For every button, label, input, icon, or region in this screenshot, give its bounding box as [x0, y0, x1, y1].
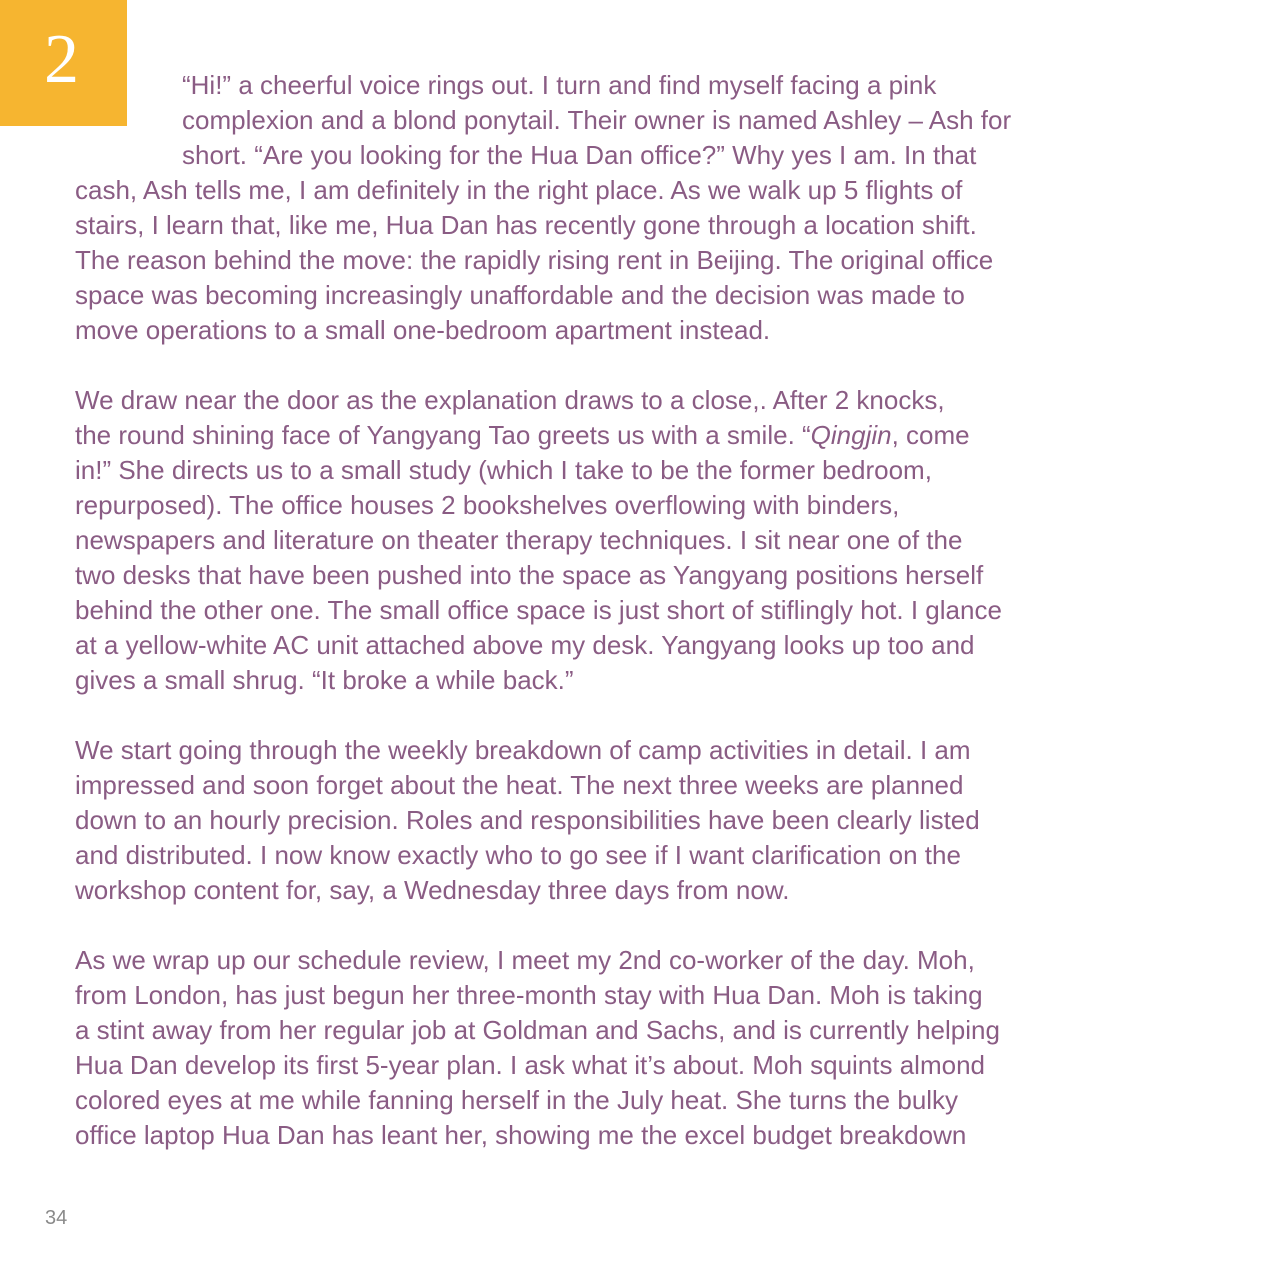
text-line: and distributed. I now know exactly who to go see if I want clarification on the	[75, 840, 961, 870]
text-segment: , come	[891, 420, 970, 450]
text-line: short. “Are you looking for the Hua Dan office?” Why yes I am. In that	[182, 140, 977, 170]
page-number: 34	[45, 1207, 68, 1229]
paragraph-1	[75, 68, 1175, 348]
text-line: repurposed). The office houses 2 bookshelves overflowing with binders,	[75, 490, 900, 520]
text-line: gives a small shrug. “It broke a while back.”	[75, 665, 574, 695]
text-line	[75, 418, 1175, 453]
text-line: newspapers and literature on theater therapy techniques. I sit near one of the	[75, 525, 963, 555]
text-line: Hua Dan develop its first 5-year plan. I ask what it’s about. Moh squints almond	[75, 1050, 985, 1080]
text-line: The reason behind the move: the rapidly rising rent in Beijing. The original office	[75, 245, 994, 275]
text-line: at a yellow-white AC unit attached above my desk. Yangyang looks up too and	[75, 630, 975, 660]
chapter-number: 2	[44, 21, 79, 98]
text-line: two desks that have been pushed into the space as Yangyang positions herself	[75, 560, 984, 590]
text-line: stairs, I learn that, like me, Hua Dan has recently gone through a location shift.	[75, 210, 977, 240]
text-line: move operations to a small one-bedroom apartment instead.	[75, 315, 771, 345]
paragraph-4	[75, 943, 1175, 1153]
text-line: complexion and a blond ponytail. Their owner is named Ashley – Ash for	[182, 105, 1012, 135]
text-segment: the round shining face of Yangyang Tao greets us with a smile. “	[75, 420, 811, 450]
text-line: down to an hourly precision. Roles and responsibilities have been clearly listed	[75, 805, 980, 835]
text-line: behind the other one. The small office space is just short of stiflingly hot. I glance	[75, 595, 1002, 625]
text-line: We draw near the door as the explanation draws to a close,. After 2 knocks,	[75, 385, 945, 415]
text-line: impressed and soon forget about the heat. The next three weeks are planned	[75, 770, 964, 800]
text-line: As we wrap up our schedule review, I meet my 2nd co-worker of the day. Moh,	[75, 945, 975, 975]
text-line: “Hi!” a cheerful voice rings out. I turn and find myself facing a pink	[182, 70, 937, 100]
body-text	[75, 68, 1175, 1188]
paragraph-2	[75, 383, 1175, 698]
text-line: a stint away from her regular job at Goldman and Sachs, and is currently helping	[75, 1015, 1000, 1045]
italic-term: Qingjin	[810, 420, 892, 450]
paragraph-3	[75, 733, 1175, 908]
text-line: workshop content for, say, a Wednesday three days from now.	[75, 875, 790, 905]
text-line: in!” She directs us to a small study (which I take to be the former bedroom,	[75, 455, 932, 485]
text-line: cash, Ash tells me, I am definitely in the right place. As we walk up 5 flights of	[75, 175, 963, 205]
text-line: office laptop Hua Dan has leant her, showing me the excel budget breakdown	[75, 1120, 967, 1150]
text-line: space was becoming increasingly unaffordable and the decision was made to	[75, 280, 965, 310]
text-line: colored eyes at me while fanning herself in the July heat. She turns the bulky	[75, 1085, 959, 1115]
text-line: from London, has just begun her three-month stay with Hua Dan. Moh is taking	[75, 980, 983, 1010]
text-line: We start going through the weekly breakdown of camp activities in detail. I am	[75, 735, 971, 765]
